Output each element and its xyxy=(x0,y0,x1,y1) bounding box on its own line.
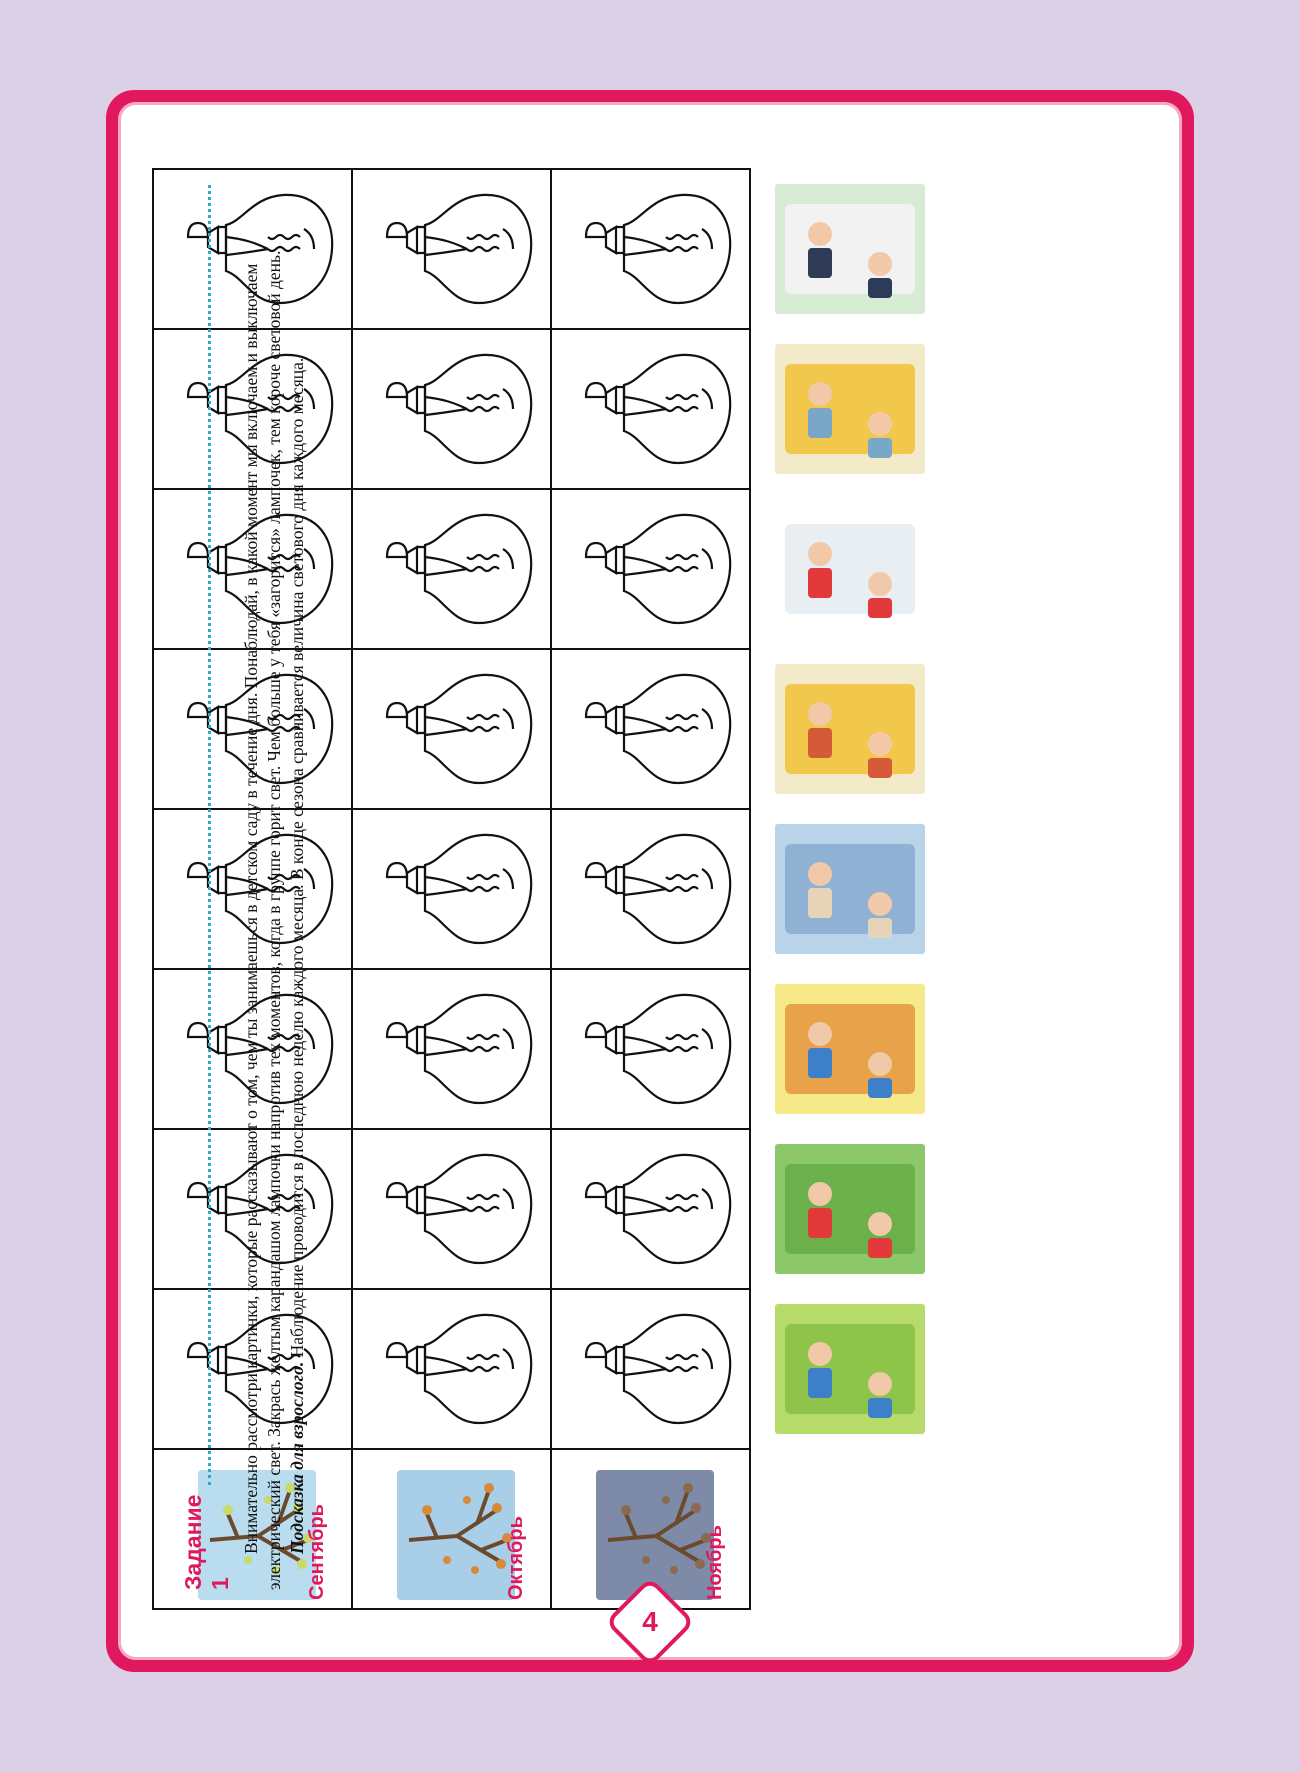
lightbulb-icon xyxy=(566,989,736,1109)
playing-toys-scene xyxy=(750,969,949,1129)
task-paragraph: Внимательно рассмотри картинки, которые рассказывают о том, чем ты занимаешься в детском саду в течение дня. Понаблюдай, в какой момент мы включаем и выключаем электрический свет. Закрась желтым карандашом лампочки напротив тех моментов, когда в группе горит свет. Чем больше у тебя «загорится» лампочек, тем короче световой день. xyxy=(241,250,284,1590)
bulb-cell[interactable] xyxy=(352,649,551,809)
page-number: 4 xyxy=(642,1606,658,1637)
painting-scene xyxy=(750,489,949,649)
tree-illustration xyxy=(596,1470,714,1600)
lightbulb-icon xyxy=(566,1149,736,1269)
dotted-separator xyxy=(208,185,211,1485)
bulb-cell[interactable] xyxy=(352,169,551,329)
month-label: Сентябрь xyxy=(305,1504,328,1600)
task-instructions xyxy=(240,190,309,1590)
bulb-cell[interactable] xyxy=(352,1129,551,1289)
bulb-cell[interactable] xyxy=(551,969,750,1129)
lightbulb-icon xyxy=(566,669,736,789)
lightbulb-icon xyxy=(367,189,537,309)
month-label: Ноябрь xyxy=(703,1525,726,1600)
nap-scene xyxy=(750,809,949,969)
lightbulb-icon xyxy=(566,189,736,309)
lightbulb-icon xyxy=(566,509,736,629)
going-home-scene xyxy=(750,1289,949,1449)
bulb-cell[interactable] xyxy=(352,1289,551,1449)
bulb-cell[interactable] xyxy=(352,809,551,969)
bulb-cell[interactable] xyxy=(551,809,750,969)
lightbulb-icon xyxy=(367,989,537,1109)
lightbulb-icon xyxy=(367,829,537,949)
lightbulb-icon xyxy=(367,669,537,789)
bulb-cell[interactable] xyxy=(551,169,750,329)
tree-illustration xyxy=(397,1470,515,1600)
bulb-cell[interactable] xyxy=(352,489,551,649)
lightbulb-icon xyxy=(367,1309,537,1429)
bulb-cell[interactable] xyxy=(551,1289,750,1449)
lightbulb-icon xyxy=(566,1309,736,1429)
bulb-cell[interactable] xyxy=(551,489,750,649)
bulb-cell[interactable] xyxy=(352,969,551,1129)
bulb-cell[interactable] xyxy=(551,649,750,809)
month-cell xyxy=(352,1449,551,1609)
task-title: Задание 1 xyxy=(180,1494,233,1590)
empty-cell xyxy=(750,1449,949,1609)
lightbulb-icon xyxy=(566,829,736,949)
task-text xyxy=(180,190,309,1590)
outdoor-play-scene xyxy=(750,1129,949,1289)
hint-label: Подсказка для взрослого. xyxy=(287,1361,307,1554)
lunch-scene xyxy=(750,649,949,809)
hint-paragraph xyxy=(286,190,309,1590)
bulb-cell[interactable] xyxy=(352,329,551,489)
bulb-cell[interactable] xyxy=(551,329,750,489)
breakfast-scene xyxy=(750,329,949,489)
hint-text: Наблюдение проводится в последнюю неделю каждого месяца. В конце сезона сравнивается величина светового дня каждого месяца. xyxy=(287,357,307,1362)
month-label: Октябрь xyxy=(504,1516,527,1600)
lightbulb-icon xyxy=(367,349,537,469)
task-heading xyxy=(180,190,234,1590)
morning-exercise-scene xyxy=(750,169,949,329)
lightbulb-icon xyxy=(566,349,736,469)
bulb-cell[interactable] xyxy=(551,1129,750,1289)
lightbulb-icon xyxy=(367,509,537,629)
lightbulb-icon xyxy=(367,1149,537,1269)
